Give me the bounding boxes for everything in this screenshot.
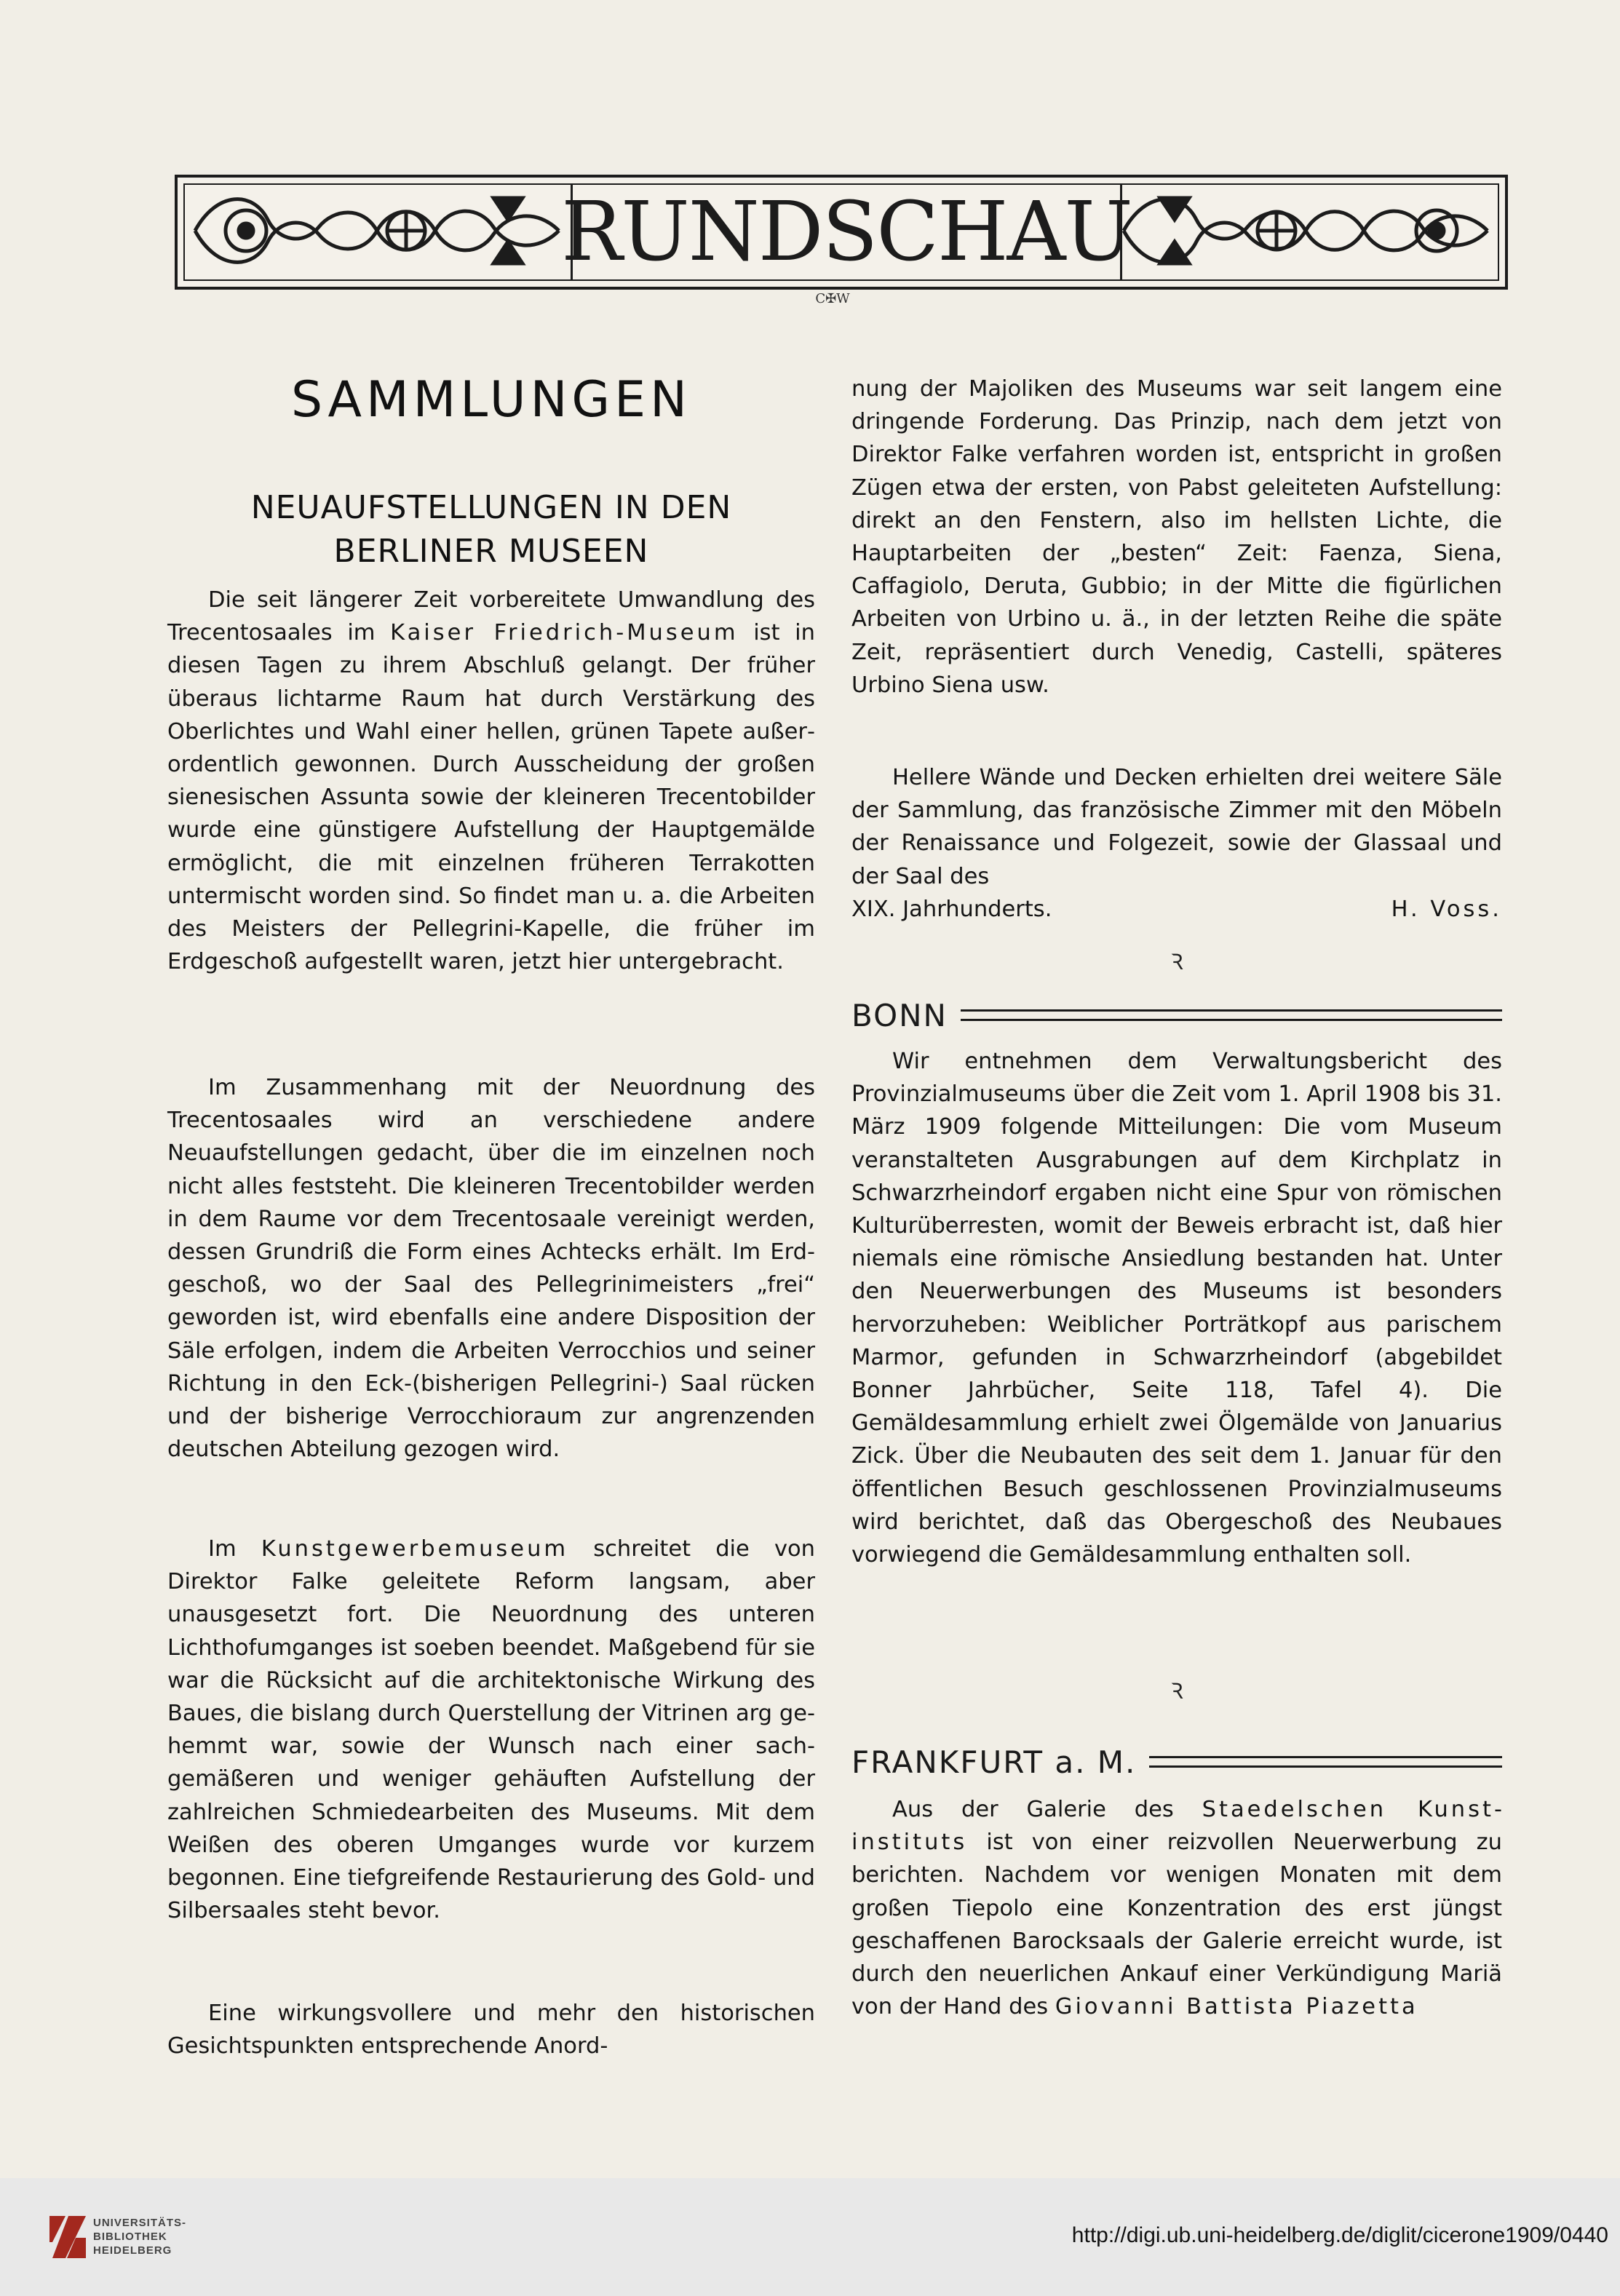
library-logo-icon [47, 2213, 89, 2261]
section-divider-icon: Ꝛ [1170, 1679, 1183, 1704]
double-rule [961, 1009, 1502, 1021]
masthead-title: RUNDSCHAU [561, 185, 1132, 279]
frankfurt-heading [851, 1744, 1502, 1780]
paragraph-trecento: Die seit längerer Zeit vorbereitete Umwandlung des Trecentosaales im Kaiser Friedrich-Museum ist in diesen Tagen zu ihrem Abschluß gelangt. Der früher überaus lichtarme Raum hat durch Verstärkung des Oberlichtes und Wahl einer hellen, grünen Tapete außerordentlich gewonnen. Durch Ausscheidung der großen sienesischen Assunta sowie der kleineren Trecentobilder wurde eine günstigere Aufstellung der Hauptgemälde ermöglicht, die mit einzelnen früheren Terrakotten untermischt worden sind. So findet man u. a. die Arbeiten des Meisters der Pellegrini-Kapelle, die früher im Erdgeschoß aufgestellt waren, jetzt hier untergebracht. [167, 587, 815, 975]
library-footer [0, 2178, 1620, 2296]
bonn-heading [851, 997, 1502, 1033]
artist-monogram: C✠W [815, 291, 850, 306]
section-title: SAMMLUNGEN [291, 371, 691, 429]
spaced-museum-name: Kunstgewerbemuseum [261, 1536, 569, 1562]
paragraph-majoliken-cont: nung der Majoliken des Museums war seit langem eine dringende Forderung. Das Prinzip, nach dem jetzt von Direktor Falke verfahren worden ist, entspricht in großen Zügen etwa der ersten, von Pabst geleiteten Aufstellung: direkt an den Fenstern, also im hellsten Lichte, die Hauptarbeiten der „besten“ Zeit: Faenza, Siena, Caffagiolo, Deruta, Gubbio; in der Mitte die figürlichen Arbeiten von Urbino u. ä., in der letzten Reihe die späte Zeit, repräsentiert durch Venedig, Castelli, späteres Urbino Siena usw. [851, 376, 1502, 698]
paragraph-bonn: Wir entnehmen dem Verwaltungsbericht des Provinzialmuseums über die Zeit vom 1. April 1908 bis 31. März 1909 folgende Mitteilungen: Die vom Museum veranstalteten Ausgrabungen auf dem Kirchplatz in Schwarzrheindorf ergaben nicht eine Spur von römischen Kulturüberresten, womit der Beweis erbracht ist, daß hier niemals eine römische Ansiedlung bestanden hat. Unter den Neuerwerbungen des Museums ist besonders hervorzuheben: Weiblicher Porträtkopf aus parischem Marmor, gefunden in Schwarzrheindorf (abgebildet Bonner Jahrbücher, Seite 118, Tafel 4). Die Gemäldesammlung erhielt zwei Ölgemälde von Januarius Zick. Über die Neubauten des seit dem 1. Januar für den öffentlichen Besuch geschlossenen Provinzialmuseums wird berichtet, daß das Obergeschoß des Neubaues vorwiegend die Gemäldesammlung enthalten soll. [851, 1049, 1502, 1568]
ornament-left-icon [188, 183, 566, 278]
article-title: NEUAUFSTELLUNGEN IN DEN BERLINER MUSEEN [250, 489, 732, 570]
bonn-heading-label: BONN [851, 997, 948, 1033]
signature-line: XIX. Jahrhunderts. H. Voss. [851, 893, 1502, 926]
paragraph-majoliken-start: Eine wirkungsvollere und mehr den historischen Gesichtspunkten entsprechende Anord- [167, 2001, 815, 2059]
author-signature: H. Voss. [1391, 896, 1502, 922]
permalink-url[interactable]: http://digi.ub.uni-heidelberg.de/diglit/cicerone1909/0440 [1071, 2223, 1608, 2247]
double-rule [1149, 1756, 1502, 1768]
spaced-institute-name: Staedelschen Kunstinstituts [851, 1797, 1502, 1856]
frankfurt-heading-label: FRANKFURT a. M. [851, 1744, 1137, 1780]
paragraph-neuaufstellungen: Im Zusammenhang mit der Neuordnung des Trecentosaales wird an verschiedene andere Neuaufstellungen gedacht, über die im einzelnen noch nicht alles feststeht. Die kleineren Trecentobilder werden in dem Raume vor dem Trecentosaale vereinigt werden, dessen Grundriß die Form eines Achtecks erhält. Im Erdgeschoß, wo der Saal des Pellegrinimeisters „frei“ geworden ist, wird ebenfalls eine andere Disposition der Säle erfolgen, indem die Arbeiten Verrocchios und seiner Richtung in den Eck-(bisherigen Pellegrini-) Saal rücken und der bisherige Verrocchioraum zur angrenzenden deutschen Abteilung gezogen wird. [167, 1075, 815, 1463]
section-divider-icon: Ꝛ [1170, 950, 1183, 975]
paragraph-kunstgewerbemuseum: Im Kunstgewerbemuseum schreitet die von Direktor Falke geleitete Reform langsam, aber unausgesetzt fort. Die Neuordnung des unteren Lichthofumganges ist soeben beendet. Maßgebend für sie war die Rücksicht auf die architektonische Wirkung des Baues, die bislang durch Querstellung der Vitrinen arg gehemmt war, sowie der Wunsch nach einer sachgemäßeren und weniger gehäuften Aufstellung der zahlreichen Schmiedearbeiten des Museums. Mit dem Weißen des oberen Umganges wurde vor kurzem begonnen. Eine tiefgreifende Restaurierung des Gold- und Silbersaales steht bevor. [167, 1536, 815, 1924]
ornament-right-icon [1116, 183, 1495, 278]
library-logo-text: UNIVERSITÄTS- BIBLIOTHEK HEIDELBERG [93, 2217, 187, 2257]
paragraph-frankfurt: Aus der Galerie des Staedelschen Kunstinstituts ist von einer reizvollen Neuerwerbung zu berichten. Nachdem vor wenigen Monaten mit dem großen Tiepolo eine Konzentration des erst jüngst geschaffenen Barocksaals der Galerie erreicht wurde, ist durch den neuerlichen Ankauf einer Verkündigung Mariä von der Hand des Giovanni Battista Piazetta [851, 1797, 1502, 2020]
spaced-artist-name: Giovanni Battista Piazetta [1055, 1994, 1418, 2020]
masthead-banner [175, 175, 1508, 290]
paragraph-saele: Hellere Wände und Decken erhielten drei weitere Säle der Sammlung, das französische Zimmer mit den Möbeln der Renaissance und Folgezeit, sowie der Glassaal und der Saal des XIX. Jahrhunderts. H. Voss. [851, 761, 1502, 926]
spaced-museum-name: Kaiser Friedrich-Museum [390, 620, 739, 646]
